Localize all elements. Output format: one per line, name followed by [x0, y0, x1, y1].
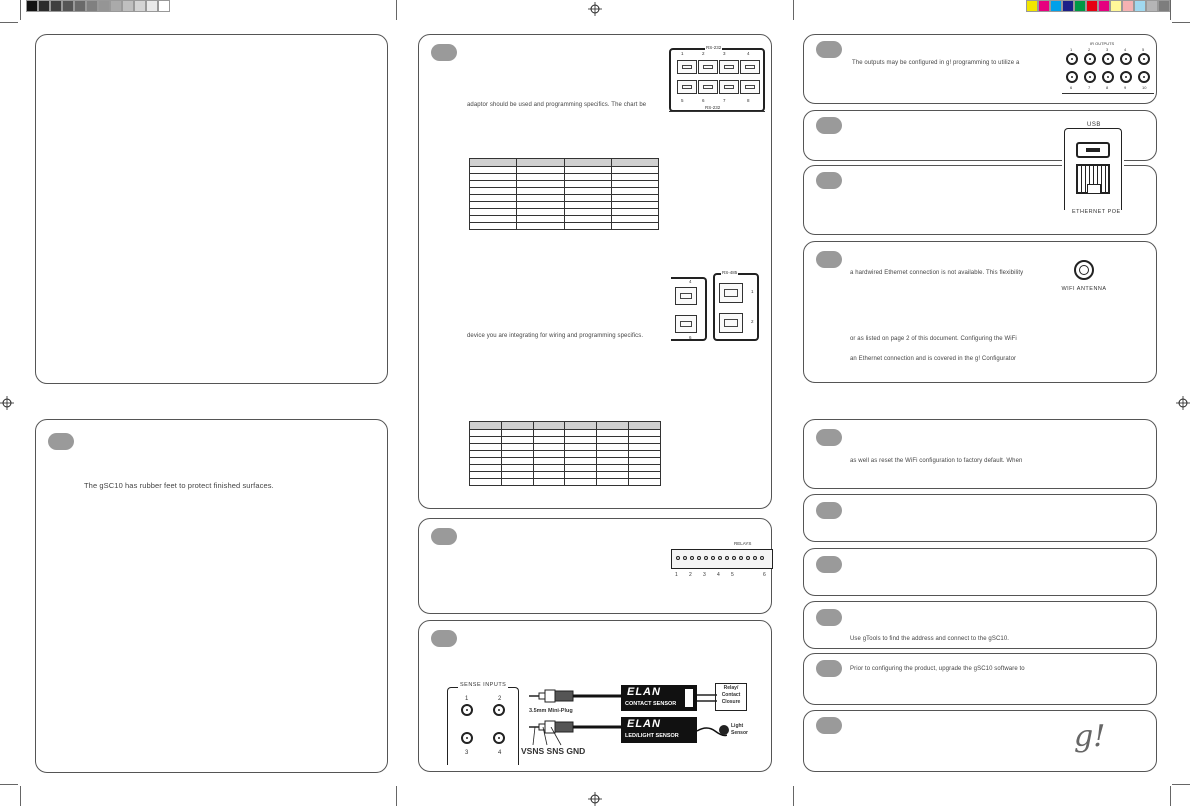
rs232-chart-table	[469, 158, 659, 230]
calibration-swatch	[1086, 0, 1098, 12]
rs232-port-2	[698, 60, 718, 74]
relay-pin	[739, 556, 743, 560]
registration-mark-left	[0, 396, 14, 410]
relay-pin	[732, 556, 736, 560]
gtools-panel	[803, 601, 1157, 649]
usb-ethernet-diagram	[1062, 124, 1124, 218]
rs485-text: device you are integrating for wiring and programming specifics.	[467, 333, 644, 339]
rs485-port-6	[675, 315, 697, 333]
wifi-text-2: or as listed on page 2 of this document. Configuring the WiFi	[850, 336, 1017, 342]
crop-mark	[20, 0, 21, 20]
rs232-port-8	[740, 80, 760, 94]
sense-input-number: 3	[465, 750, 469, 756]
ethernet-label: ETHERNET POE	[1072, 209, 1121, 215]
section-badge	[816, 117, 842, 134]
ir-output-jack	[1120, 71, 1132, 83]
light-sensor-bulb	[719, 725, 729, 735]
rs232-port-number: 3	[723, 51, 726, 56]
rs232-port-5	[677, 80, 697, 94]
rs485-port-number: 2	[751, 319, 754, 324]
rs232-diagram	[669, 45, 765, 112]
sense-jack-2	[493, 704, 505, 716]
rubber-feet-text: The gSC10 has rubber feet to protect finished surfaces.	[84, 481, 274, 490]
ir-header-label: IR OUTPUTS	[1090, 41, 1115, 46]
fold-mark	[396, 786, 397, 806]
section-badge	[816, 172, 842, 189]
gray-calibration-bar	[26, 0, 168, 12]
sense-jack-4	[493, 732, 505, 744]
mini-plug-label: 3.5mm Mini-Plug	[529, 708, 573, 714]
sense-inputs-title: SENSE INPUTS	[460, 682, 507, 688]
pin-sns: SNS	[546, 746, 565, 756]
relay-terminal-block	[671, 541, 773, 569]
relay-pin	[683, 556, 687, 560]
section-badge	[816, 660, 842, 677]
wifi-text-1: a hardwired Ethernet connection is not available. This flexibility	[850, 270, 1024, 276]
crop-mark	[1170, 786, 1171, 806]
section-badge	[816, 41, 842, 58]
ir-output-jack	[1084, 71, 1096, 83]
ir-output-jack	[1066, 71, 1078, 83]
section-badge	[431, 44, 457, 61]
gtools-text: Use gTools to find the address and connect to the gSC10.	[850, 636, 1010, 642]
calibration-swatch	[134, 0, 146, 12]
relays-panel	[418, 518, 772, 614]
reset-text: as well as reset the WiFi configuration to factory default. When	[850, 458, 1023, 464]
relay-pin	[676, 556, 680, 560]
ir-text: The outputs may be configured in g! programming to utilize a	[852, 60, 1020, 66]
wifi-antenna-label: WIFI ANTENNA	[1061, 286, 1107, 292]
light-sensor-text: Light Sensor	[731, 723, 748, 736]
rs232-port-number: 2	[702, 51, 705, 56]
ir-output-number: 10	[1142, 85, 1147, 90]
divider-line	[1062, 93, 1154, 94]
relay-pin	[711, 556, 715, 560]
relay-pin	[690, 556, 694, 560]
rs485-diagram	[671, 269, 765, 343]
section-panel-9	[803, 548, 1157, 596]
section-badge	[816, 429, 842, 446]
rs232-footer-label: RS-232	[705, 105, 721, 110]
relay-pins	[676, 555, 770, 563]
calibration-swatch	[74, 0, 86, 12]
ir-output-number: 2	[1088, 47, 1091, 52]
rs232-port-number: 1	[681, 51, 684, 56]
calibration-swatch	[62, 0, 74, 12]
upgrade-panel	[803, 653, 1157, 705]
rs485-port-number: 6	[689, 335, 692, 340]
sense-input-number: 1	[465, 696, 469, 702]
relays-label: RELAYS	[734, 541, 752, 546]
calibration-swatch	[1026, 0, 1038, 12]
ethernet-port	[1076, 164, 1110, 194]
contact-terminal	[685, 689, 693, 707]
relay-pin	[753, 556, 757, 560]
serial-ports-panel	[418, 34, 772, 509]
pin-lines	[527, 727, 567, 747]
rs232-port-number: 8	[747, 98, 750, 103]
ir-output-number: 4	[1124, 47, 1127, 52]
section-badge	[816, 717, 842, 734]
fold-mark	[793, 0, 794, 20]
ir-output-number: 7	[1088, 85, 1091, 90]
relay-pin	[746, 556, 750, 560]
calibration-swatch	[158, 0, 170, 12]
calibration-swatch	[122, 0, 134, 12]
calibration-swatch	[1110, 0, 1122, 12]
rs485-port-number: 1	[751, 289, 754, 294]
rs232-port-7	[719, 80, 739, 94]
sense-input-number: 2	[498, 696, 502, 702]
ir-output-number: 6	[1070, 85, 1073, 90]
section-badge	[431, 528, 457, 545]
section-badge	[816, 556, 842, 573]
calibration-swatch	[1062, 0, 1074, 12]
crop-mark	[1172, 22, 1190, 23]
rs232-port-number: 7	[723, 98, 726, 103]
rs232-port-1	[677, 60, 697, 74]
calibration-swatch	[110, 0, 122, 12]
rs485-port-number: 4	[689, 279, 692, 284]
rs485-header-label: RS-485	[722, 270, 738, 275]
ir-jacks	[1062, 41, 1154, 95]
usb-label: USB	[1087, 122, 1101, 128]
rs485-port-1	[719, 283, 743, 303]
relay-wire	[697, 687, 717, 709]
ethernet-clip	[1087, 184, 1101, 194]
section-badge	[816, 251, 842, 268]
sense-jack-1	[461, 704, 473, 716]
ir-output-number: 8	[1106, 85, 1109, 90]
calibration-swatch	[1122, 0, 1134, 12]
relay-number: 2	[689, 572, 692, 578]
sense-inputs-box	[447, 682, 519, 765]
relay-number: 1	[675, 572, 678, 578]
ir-output-jack	[1102, 53, 1114, 65]
ir-output-number: 3	[1106, 47, 1109, 52]
rs232-header-label: RS-232	[706, 45, 722, 50]
calibration-swatch	[1074, 0, 1086, 12]
logo-panel	[803, 710, 1157, 772]
contact-sensor-label: CONTACT SENSOR	[625, 701, 677, 707]
section-badge	[431, 630, 457, 647]
usb-port	[1076, 142, 1110, 158]
fold-mark	[396, 0, 397, 20]
color-calibration-bar	[1026, 0, 1166, 12]
sense-input-number: 4	[498, 750, 502, 756]
rs232-port-6	[698, 80, 718, 94]
ir-output-number: 1	[1070, 47, 1073, 52]
ir-output-jack	[1138, 71, 1150, 83]
section-badge	[48, 433, 74, 450]
rs485-port-2	[719, 313, 743, 333]
section-badge	[816, 502, 842, 519]
sense-inputs-panel	[418, 620, 772, 772]
elan-logo: ELAN	[627, 686, 661, 698]
section-badge	[816, 609, 842, 626]
rs232-text: adaptor should be used and programming specifics. The chart be	[467, 102, 647, 108]
ir-output-jack	[1120, 53, 1132, 65]
g-logo: g!	[1074, 719, 1106, 754]
rs232-port-number: 4	[747, 51, 750, 56]
relay-number: 5	[731, 572, 734, 578]
ir-output-number: 9	[1124, 85, 1127, 90]
calibration-swatch	[1098, 0, 1110, 12]
relay-pin	[725, 556, 729, 560]
rs232-port-number: 5	[681, 98, 684, 103]
relay-number: 3	[703, 572, 706, 578]
rs232-port-number: 6	[702, 98, 705, 103]
rs232-port-4	[740, 60, 760, 74]
left-panel-bottom	[35, 419, 388, 773]
crop-mark	[0, 22, 18, 23]
crop-mark	[1172, 784, 1190, 785]
crop-mark	[1170, 0, 1171, 20]
elan-logo: ELAN	[627, 718, 661, 730]
relay-number: 4	[717, 572, 720, 578]
antenna-inner	[1079, 265, 1089, 275]
calibration-swatch	[1146, 0, 1158, 12]
crop-mark	[20, 786, 21, 806]
pin-labels	[521, 746, 585, 756]
relay-contact-box: Relay/ Contact Closure	[715, 683, 747, 711]
wifi-panel	[803, 241, 1157, 383]
ir-output-jack	[1066, 53, 1078, 65]
relay-numbers	[675, 572, 773, 580]
ir-output-jack	[1102, 71, 1114, 83]
rs232-port-3	[719, 60, 739, 74]
ir-outputs-panel	[803, 34, 1157, 104]
calibration-swatch	[1050, 0, 1062, 12]
left-panel-top	[35, 34, 388, 384]
wifi-text-3: an Ethernet connection and is covered in the g! Configurator	[850, 356, 1017, 362]
divider-line	[669, 111, 765, 112]
calibration-swatch	[98, 0, 110, 12]
registration-mark-bottom	[588, 792, 602, 806]
relay-pin	[718, 556, 722, 560]
rs485-right-box	[713, 270, 759, 341]
calibration-swatch	[1134, 0, 1146, 12]
pin-gnd: GND	[566, 746, 586, 756]
relay-pin	[697, 556, 701, 560]
relay-pin	[704, 556, 708, 560]
sense-jack-3	[461, 732, 473, 744]
calibration-swatch	[146, 0, 158, 12]
ir-output-jack	[1084, 53, 1096, 65]
contact-sensor-box	[621, 685, 697, 711]
calibration-swatch	[50, 0, 62, 12]
registration-mark-top	[588, 2, 602, 16]
mini-plug-upper	[529, 689, 629, 703]
upgrade-text: Prior to configuring the product, upgrade the gSC10 software to	[850, 666, 1025, 672]
ir-output-jack	[1138, 53, 1150, 65]
ir-output-number: 5	[1142, 47, 1145, 52]
section-panel-8	[803, 494, 1157, 542]
relay-pin	[760, 556, 764, 560]
relay-number: 6	[763, 572, 766, 578]
calibration-swatch	[1038, 0, 1050, 12]
wifi-antenna-jack	[1074, 260, 1094, 280]
rs485-port-4	[675, 287, 697, 305]
pin-vsns: VSNS	[521, 746, 545, 756]
fold-mark	[793, 786, 794, 806]
light-sensor-box	[621, 717, 697, 743]
rs485-left-box	[671, 277, 707, 341]
crop-mark	[0, 784, 18, 785]
usb-port-tongue	[1086, 148, 1100, 152]
rs485-chart-table	[469, 421, 661, 486]
reset-panel	[803, 419, 1157, 489]
calibration-swatch	[38, 0, 50, 12]
registration-mark-right	[1176, 396, 1190, 410]
calibration-swatch	[26, 0, 38, 12]
light-sensor-label: LED/LIGHT SENSOR	[625, 733, 679, 739]
calibration-swatch	[1158, 0, 1170, 12]
calibration-swatch	[86, 0, 98, 12]
ir-outputs-block	[1062, 41, 1154, 95]
